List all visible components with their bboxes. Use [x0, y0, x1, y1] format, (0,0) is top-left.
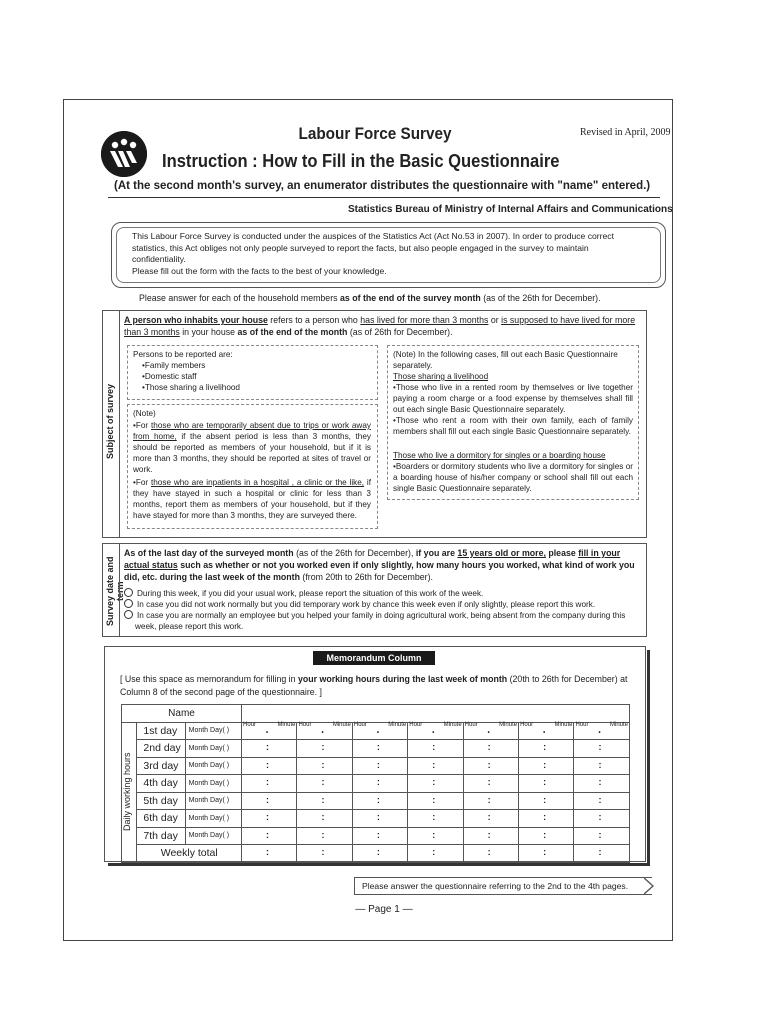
option-2-text: In case you did not work normally but you did temporary work by chance this week even if only slightly, please report this work. [137, 600, 596, 609]
hours-cell[interactable] [297, 827, 352, 845]
subject-intro-u1: A person who inhabits your house [124, 315, 268, 325]
hours-cell[interactable] [463, 845, 518, 863]
colon-mark: : [432, 829, 436, 840]
table-row-weekly-total [122, 845, 630, 863]
revised-date: Revised in April, 2009 [580, 127, 671, 138]
right-note-bullet-1: •Those who live in a rented room by themselves or live together paying a room charge or a food expense by themselves shall fill out each single Basic Questionnaire separately. [393, 383, 633, 414]
note2-post: if they have stayed in such a hospital or clinic for less than 3 months, report them as members of your household, but if they have stayed for more than 3 months, they are surveyed there. [133, 478, 371, 520]
hours-cell[interactable] [242, 792, 297, 810]
hours-cell[interactable] [352, 740, 407, 758]
option-3-text: In case you are normally an employee but you helped your family in doing agricultural work, being absent from the company during this week, please report this work. [135, 611, 626, 631]
month-day-5: Month Day( ) [185, 792, 241, 810]
hours-cell[interactable] [408, 775, 463, 793]
survey-date-option-1 [124, 588, 642, 599]
colon-dot: • [266, 729, 269, 736]
hours-cell[interactable] [574, 775, 630, 793]
colon-mark: : [266, 794, 270, 805]
right-note-intro: (Note) In the following cases, fill out each Basic Questionnaire separately. [393, 350, 618, 370]
sd-bold-3: please [545, 548, 579, 558]
sd-underline-2: fill in your actual status [124, 548, 621, 570]
hours-cell[interactable] [297, 775, 352, 793]
hours-cell[interactable] [242, 810, 297, 828]
hours-cell[interactable] [297, 740, 352, 758]
month-day-1: Month Day( ) [185, 722, 241, 740]
survey-date-options [124, 588, 642, 632]
table-row [122, 722, 630, 740]
hours-cell[interactable] [297, 722, 352, 740]
intro-box [111, 222, 666, 288]
table-name-row [122, 705, 630, 723]
radio-circle-icon [124, 588, 133, 597]
hours-cell[interactable] [463, 722, 518, 740]
hour-label: Hour [243, 721, 257, 728]
daily-hours-side-cell [122, 722, 137, 862]
colon-dot: • [543, 729, 546, 736]
page-subtitle: (At the second month's survey, an enumerator distributes the questionnaire with "name" entered.) [114, 180, 651, 192]
left-note-item-2 [133, 477, 371, 521]
colon-mark: : [487, 777, 491, 787]
colon-mark: : [543, 847, 547, 857]
hours-cell[interactable] [352, 827, 407, 845]
note2-pre: •For [133, 478, 151, 487]
hours-cell[interactable] [574, 722, 630, 740]
hour-label: Hour [353, 721, 367, 728]
memo-title: Memorandum Column [313, 651, 435, 665]
weekly-total-label: Weekly total [137, 845, 242, 863]
day-label-6: 6th day [137, 810, 185, 828]
hours-cell[interactable] [574, 810, 630, 828]
hours-cell[interactable] [352, 757, 407, 775]
hours-cell[interactable] [463, 792, 518, 810]
hours-cell[interactable] [519, 775, 574, 793]
table-row [122, 740, 630, 758]
hours-cell[interactable] [408, 740, 463, 758]
colon-mark: : [487, 759, 491, 770]
colon-mark: : [487, 794, 491, 805]
hours-cell[interactable] [574, 757, 630, 775]
sd-text-1: (as of the 26th for December), [293, 548, 416, 558]
note2-underline: those who are inpatients in a hospital , a clinic or the like, [150, 478, 365, 487]
hour-label: Hour [575, 721, 589, 728]
please-answer-pre: Please answer for each of the household members [139, 293, 340, 303]
month-day-4: Month Day( ) [185, 775, 241, 793]
hours-cell[interactable] [463, 775, 518, 793]
subject-side-cell [102, 310, 120, 538]
please-answer-note [139, 293, 601, 303]
day-label-1: 1st day [137, 722, 185, 740]
sd-bold-1: As of the last day of the surveyed month [124, 548, 294, 558]
survey-date-side-label: Survey date and term [105, 556, 125, 626]
hours-cell[interactable] [352, 810, 407, 828]
memo-desc-post: (20th to 26th for December) at Column 8 of the second page of the questionnaire. ] [120, 674, 628, 697]
persons-item-family: •Family members [142, 361, 206, 370]
persons-box [127, 345, 378, 400]
minute-label: Minute [388, 721, 407, 728]
note1-pre: •For [133, 421, 151, 430]
minute-label: Minute [554, 721, 573, 728]
month-day-3: Month Day( ) [185, 757, 241, 775]
note1-post: if the absent period is less than 3 months, they should be reported as members of your household, but if it is more than 3 months, they should be reported at sites of travel or work. [133, 432, 371, 474]
sd-bold-2: if you are [415, 548, 458, 558]
colon-mark: : [266, 847, 270, 857]
persons-heading: Persons to be reported are: [133, 350, 233, 359]
colon-mark: : [487, 829, 491, 840]
hour-label: Hour [409, 721, 423, 728]
hours-cell[interactable] [574, 827, 630, 845]
colon-mark: : [432, 759, 436, 770]
left-note-item-1 [133, 420, 371, 475]
table-row [122, 757, 630, 775]
colon-mark: : [487, 847, 491, 857]
colon-mark: : [376, 742, 380, 752]
month-day-6: Month Day( ) [185, 810, 241, 828]
subject-intro-t4: (as of 26th for December). [347, 327, 453, 337]
subject-intro-u2: has lived for more than 3 months [360, 315, 489, 325]
please-answer-bold: as of the end of the survey month [339, 293, 481, 303]
please-answer-post: (as of the 26th for December). [480, 293, 601, 303]
month-day-7: Month Day( ) [185, 827, 241, 845]
colon-mark: : [543, 829, 547, 840]
survey-date-side-cell [102, 543, 125, 637]
arrow-right-icon-inner [643, 878, 652, 894]
colon-dot: • [376, 729, 379, 736]
hours-cell[interactable] [352, 775, 407, 793]
hours-cell[interactable] [297, 757, 352, 775]
colon-mark: : [598, 759, 602, 770]
colon-mark: : [598, 742, 602, 752]
hours-cell[interactable] [408, 792, 463, 810]
colon-mark: : [376, 829, 380, 840]
sd-underline-1: 15 years old or more, [457, 548, 546, 558]
day-label-4: 4th day [137, 775, 185, 793]
subject-intro-u3: is supposed to have lived for more than 3 months [124, 315, 636, 337]
header-divider [108, 197, 660, 198]
colon-mark: : [321, 812, 325, 822]
hours-cell[interactable] [574, 845, 630, 863]
day-label-5: 5th day [137, 792, 185, 810]
hours-cell[interactable] [519, 810, 574, 828]
minute-label: Minute [609, 721, 628, 728]
minute-label: Minute [332, 721, 351, 728]
month-day-2: Month Day( ) [185, 740, 241, 758]
colon-mark: : [266, 829, 270, 840]
colon-mark: : [376, 777, 380, 787]
table-row [122, 792, 630, 810]
right-note-heading-2: Those who live a dormitory for singles or a boarding house [393, 451, 606, 460]
bureau-name: Statistics Bureau of Ministry of Internal Affairs and Communications [348, 204, 673, 215]
hour-label: Hour [464, 721, 478, 728]
right-note-box [387, 345, 639, 500]
day-label-2: 2nd day [137, 740, 185, 758]
colon-dot: • [598, 729, 601, 736]
hours-cell[interactable] [574, 792, 630, 810]
table-row [122, 810, 630, 828]
subject-intro-t2: or [488, 315, 502, 325]
colon-mark: : [266, 759, 270, 770]
continue-note-text: Please answer the questionnaire referring to the 2nd to the 4th pages. [362, 881, 629, 891]
colon-mark: : [321, 777, 325, 787]
hours-cell[interactable] [519, 740, 574, 758]
day-label-3: 3rd day [137, 757, 185, 775]
colon-mark: : [598, 847, 602, 857]
table-row [122, 827, 630, 845]
page-number: — Page 1 — [355, 904, 413, 915]
hours-cell[interactable] [242, 845, 297, 863]
working-hours-table [121, 704, 630, 863]
colon-mark: : [543, 812, 547, 822]
radio-circle-icon [124, 610, 133, 619]
table-row [122, 775, 630, 793]
colon-mark: : [543, 794, 547, 805]
colon-mark: : [376, 847, 380, 857]
right-note-bullet-2: •Those who rent a room with their own family, each of family members shall fill out each single Basic Questionnaire separately. [393, 416, 633, 436]
persons-item-domestic: •Domestic staff [142, 372, 197, 381]
intro-text [132, 231, 632, 277]
hours-cell[interactable] [519, 722, 574, 740]
colon-mark: : [321, 742, 325, 752]
hours-cell[interactable] [242, 775, 297, 793]
name-input-cell[interactable] [242, 705, 630, 723]
colon-mark: : [543, 777, 547, 787]
persons-item-livelihood: •Those sharing a livelihood [142, 383, 240, 392]
page-title: Instruction : How to Fill in the Basic Questionnaire [162, 151, 560, 171]
hours-cell[interactable] [408, 757, 463, 775]
colon-mark: : [432, 777, 436, 787]
colon-mark: : [266, 812, 270, 822]
hours-cell[interactable] [242, 757, 297, 775]
colon-dot: • [487, 729, 490, 736]
colon-mark: : [321, 794, 325, 805]
survey-date-paragraph [124, 547, 639, 583]
hours-cell[interactable] [408, 722, 463, 740]
left-note-box [127, 404, 378, 529]
colon-mark: : [376, 812, 380, 822]
colon-mark: : [376, 794, 380, 805]
option-1-text: During this week, if you did your usual work, please report the situation of this work of the week. [137, 589, 484, 598]
colon-mark: : [487, 742, 491, 752]
colon-mark: : [376, 759, 380, 770]
colon-mark: : [543, 742, 547, 752]
hour-label: Hour [520, 721, 534, 728]
hours-cell[interactable] [242, 740, 297, 758]
colon-mark: : [266, 742, 270, 752]
right-note-bullet-3: •Boarders or dormitory students who live a dormitory for singles or a boarding house of his/her company or school shall fill out each single Basic Questionnaire separately. [393, 462, 633, 493]
intro-line-2: Please fill out the form with the facts to the best of your knowledge. [132, 265, 387, 276]
subject-side-label: Subject of survey [105, 383, 115, 459]
right-note-heading-1: Those sharing a livelihood [393, 372, 489, 381]
sd-bold-4: such as whether or not you worked even if only slightly, how many hours you worked, what kind of work you did, etc. during the last week of the month [124, 560, 635, 582]
survey-date-option-2 [124, 599, 642, 610]
colon-mark: : [432, 812, 436, 822]
hours-cell[interactable] [519, 757, 574, 775]
colon-mark: : [321, 829, 325, 840]
subject-intro [124, 314, 639, 338]
hours-cell[interactable] [463, 827, 518, 845]
daily-hours-side-label: Daily working hours [122, 752, 133, 832]
intro-line-1: This Labour Force Survey is conducted under the auspices of the Statistics Act (Act No.53 in 2007). In order to produce correct statistics, this Act obliges not only people surveyed to report the facts, but also people engaged in the survey to maintain confidentiality. [132, 231, 614, 264]
hours-cell[interactable] [463, 740, 518, 758]
hours-cell[interactable] [297, 845, 352, 863]
hours-cell[interactable] [574, 740, 630, 758]
colon-mark: : [432, 847, 436, 857]
minute-label: Minute [499, 721, 518, 728]
subject-intro-t3: in your house [179, 327, 238, 337]
hours-cell[interactable] [408, 845, 463, 863]
left-note-label: (Note) [133, 409, 156, 418]
survey-name: Labour Force Survey [298, 124, 452, 143]
hour-label: Hour [298, 721, 312, 728]
hours-cell[interactable] [519, 845, 574, 863]
subject-intro-t1: refers to a person who [267, 315, 361, 325]
memo-description [120, 673, 635, 698]
colon-mark: : [598, 794, 602, 805]
colon-mark: : [432, 794, 436, 805]
colon-mark: : [598, 812, 602, 822]
hours-cell[interactable] [297, 792, 352, 810]
colon-dot: • [432, 729, 435, 736]
memo-desc-bold: your working hours during the last week of month [297, 674, 508, 684]
name-label: Name [168, 707, 195, 719]
radio-circle-icon [124, 599, 133, 608]
colon-mark: : [598, 777, 602, 787]
continue-note-box [354, 877, 652, 895]
minute-label: Minute [277, 721, 296, 728]
hours-cell[interactable] [519, 827, 574, 845]
hours-cell[interactable] [297, 810, 352, 828]
colon-mark: : [266, 777, 270, 787]
hours-cell[interactable] [463, 757, 518, 775]
subject-intro-bold: as of the end of the month [237, 327, 348, 337]
hours-cell[interactable] [519, 792, 574, 810]
memo-desc-pre: [ Use this space as memorandum for filling in [120, 674, 298, 684]
colon-mark: : [432, 742, 436, 752]
bureau-logo [101, 131, 147, 177]
hours-cell[interactable] [408, 827, 463, 845]
colon-mark: : [321, 847, 325, 857]
hours-cell[interactable] [352, 792, 407, 810]
note1-underline: those who are temporarily absent due to trips or work away from home, [133, 421, 371, 441]
survey-date-option-3 [124, 610, 642, 632]
hours-cell[interactable] [242, 827, 297, 845]
hours-cell[interactable] [352, 722, 407, 740]
hours-cell[interactable] [242, 722, 297, 740]
colon-mark: : [487, 812, 491, 822]
sd-text-2: (from 20th to 26th for December). [299, 572, 433, 582]
colon-mark: : [598, 829, 602, 840]
hours-cell[interactable] [463, 810, 518, 828]
day-label-7: 7th day [137, 827, 185, 845]
minute-label: Minute [443, 721, 462, 728]
colon-dot: • [321, 729, 324, 736]
hours-cell[interactable] [408, 810, 463, 828]
hours-cell[interactable] [352, 845, 407, 863]
colon-mark: : [543, 759, 547, 770]
name-label-cell [122, 705, 242, 723]
colon-mark: : [321, 759, 325, 770]
